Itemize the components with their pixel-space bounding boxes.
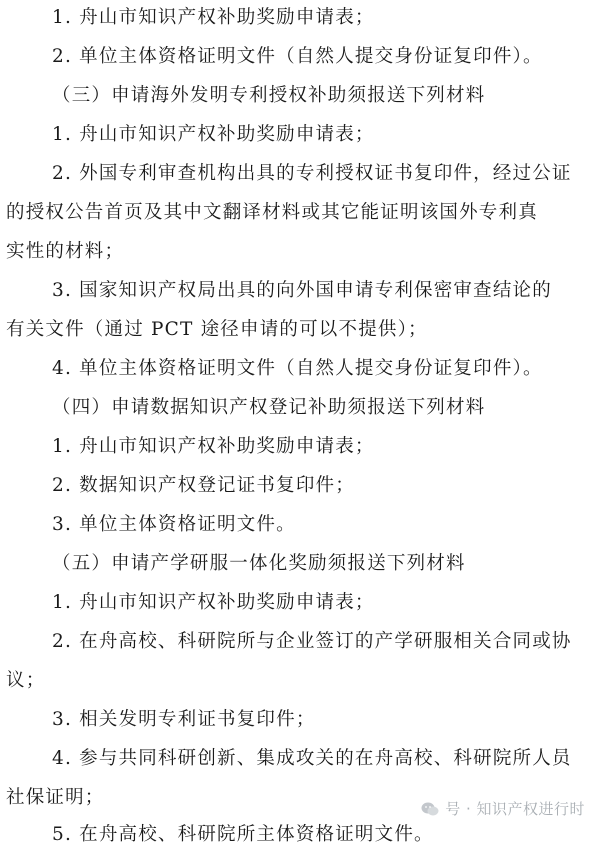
paragraph-line: 有关文件（通过 PCT 途径申请的可以不提供）； [6,319,428,340]
section-heading: （五）申请产学研服一体化奖励须报送下列材料 [52,553,466,574]
list-item: 3. 单位主体资格证明文件。 [52,514,296,535]
section-heading: （三）申请海外发明专利授权补助须报送下列材料 [52,85,486,106]
paragraph-line: 社保证明； [6,787,105,808]
list-item: 3. 国家知识产权局出具的向外国申请专利保密审查结论的 [52,280,552,301]
list-item: 1. 舟山市知识产权补助奖励申请表； [52,124,375,145]
list-item: 2. 单位主体资格证明文件（自然人提交身份证复印件）。 [52,46,543,67]
section-heading: （四）申请数据知识产权登记补助须报送下列材料 [52,397,486,418]
list-item: 1. 舟山市知识产权补助奖励申请表； [52,436,375,457]
list-item: 1. 舟山市知识产权补助奖励申请表； [52,592,375,613]
list-item: 4. 单位主体资格证明文件（自然人提交身份证复印件）。 [52,358,543,379]
watermark [421,798,585,819]
paragraph-line: 实性的材料； [6,241,125,262]
wechat-icon [421,801,439,817]
list-item: 2. 数据知识产权登记证书复印件； [52,475,355,496]
paragraph-line: 的授权公告首页及其中文翻译材料或其它能证明该国外专利真 [6,202,538,223]
list-item: 3. 相关发明专利证书复印件； [52,709,316,730]
list-item: 2. 外国专利审查机构出具的专利授权证书复印件，经过公证 [52,163,572,184]
list-item: 2. 在舟高校、科研院所与企业签订的产学研服相关合同或协 [52,631,572,652]
list-item: 4. 参与共同科研创新、集成攻关的在舟高校、科研院所人员 [52,748,572,769]
watermark-text: 号 · 知识产权进行时 [445,800,585,818]
list-item: 1. 舟山市知识产权补助奖励申请表； [52,7,375,28]
list-item: 5. 在舟高校、科研院所主体资格证明文件。 [52,824,434,845]
paragraph-line: 议； [6,670,46,691]
